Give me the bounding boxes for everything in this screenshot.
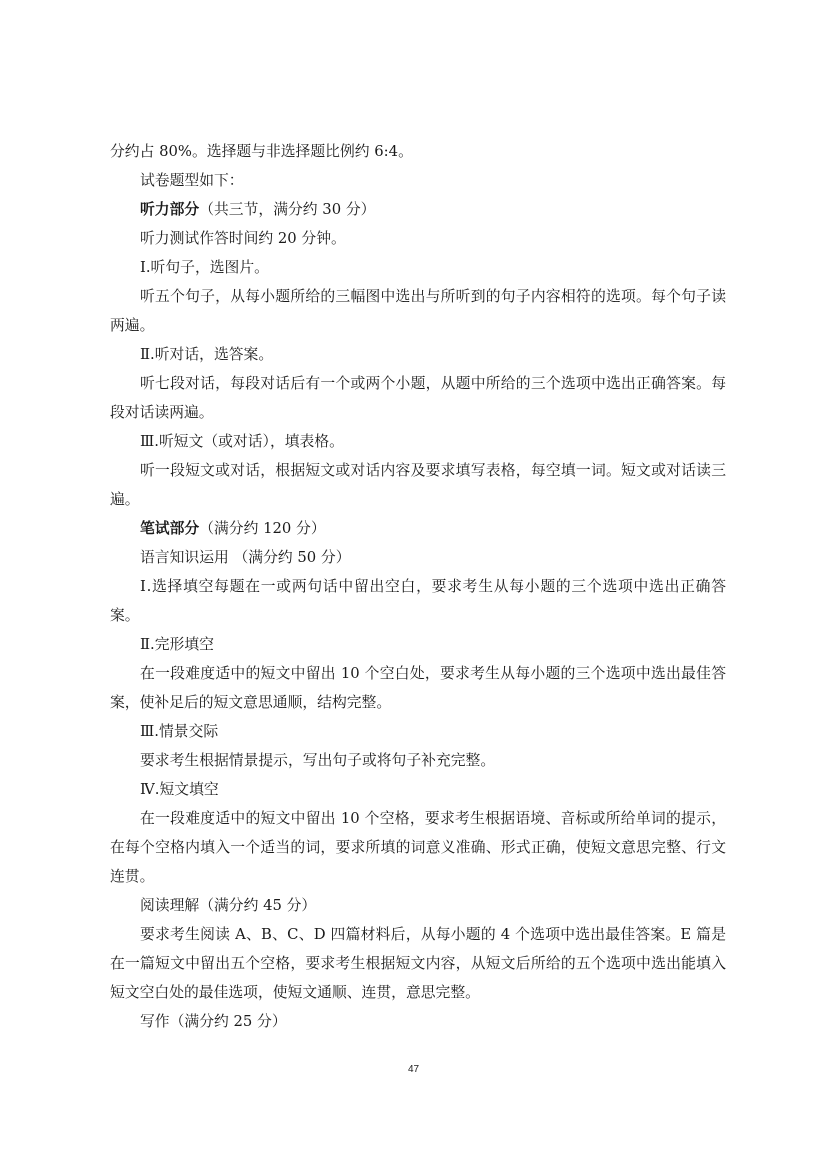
section-heading: 听力部分 xyxy=(140,201,200,218)
paragraph-text: Ⅰ.听句子，选图片。 xyxy=(140,259,269,276)
paragraph-text: 在一段难度适中的短文中留出 10 个空格，要求考生根据语境、音标或所给单词的提示，在每个空格内填入一个适当的词，要求所填的词意义准确、形式正确，使短文意思完整、行文连贯。 xyxy=(110,810,726,885)
paragraph xyxy=(110,195,726,224)
paragraph xyxy=(110,717,726,746)
paragraph xyxy=(110,224,726,253)
paragraph-text: Ⅲ.听短文（或对话），填表格。 xyxy=(140,433,344,450)
paragraph xyxy=(110,340,726,369)
paragraph xyxy=(110,659,726,717)
paragraph-text: 听七段对话，每段对话后有一个或两个小题，从题中所给的三个选项中选出正确答案。每段对话读两遍。 xyxy=(110,375,726,421)
paragraph-text: 试卷题型如下： xyxy=(140,172,244,189)
paragraph-text: 听一段短文或对话，根据短文或对话内容及要求填写表格，每空填一词。短文或对话读三遍。 xyxy=(110,462,726,508)
paragraph xyxy=(110,456,726,514)
paragraph-text: （满分约 120 分） xyxy=(199,520,326,537)
paragraph xyxy=(110,1007,726,1036)
paragraph-text: Ⅲ.情景交际 xyxy=(140,723,219,740)
paragraph-text: Ⅱ.完形填空 xyxy=(140,636,214,653)
paragraph-text: （共三节，满分约 30 分） xyxy=(199,201,376,218)
paragraph-text: 阅读理解（满分约 45 分） xyxy=(140,897,317,914)
paragraph-text: 听力测试作答时间约 20 分钟。 xyxy=(140,230,346,247)
paragraph xyxy=(110,920,726,1007)
paragraph xyxy=(110,775,726,804)
page-number: 47 xyxy=(407,1064,420,1075)
paragraph-text: 要求考生根据情景提示，写出句子或将句子补充完整。 xyxy=(140,752,496,769)
paragraph-text: 语言知识运用 （满分约 50 分） xyxy=(140,549,351,566)
paragraph-text: 写作（满分约 25 分） xyxy=(140,1013,287,1030)
paragraph xyxy=(110,427,726,456)
paragraph xyxy=(110,369,726,427)
paragraph xyxy=(110,137,726,166)
paragraph xyxy=(110,282,726,340)
paragraph xyxy=(110,746,726,775)
body-text xyxy=(110,137,726,1036)
paragraph-text: Ⅰ.选择填空每题在一或两句话中留出空白，要求考生从每小题的三个选项中选出正确答案。 xyxy=(110,578,726,624)
paragraph xyxy=(110,514,726,543)
paragraph xyxy=(110,891,726,920)
paragraph-text: 听五个句子，从每小题所给的三幅图中选出与所听到的句子内容相符的选项。每个句子读两遍。 xyxy=(110,288,726,334)
paragraph xyxy=(110,804,726,891)
paragraph xyxy=(110,166,726,195)
paragraph-text: Ⅱ.听对话，选答案。 xyxy=(140,346,274,363)
paragraph xyxy=(110,543,726,572)
paragraph-text: 分约占 80%。选择题与非选择题比例约 6:4。 xyxy=(110,143,413,160)
paragraph-text: 要求考生阅读 A、B、C、D 四篇材料后，从每小题的 4 个选项中选出最佳答案。E 篇是在一篇短文中留出五个空格，要求考生根据短文内容，从短文后所给的五个选项中选出能填入短文空白处的最佳选项，使短文通顺、连贯，意思完整。 xyxy=(110,926,726,1001)
paragraph xyxy=(110,253,726,282)
paragraph xyxy=(110,572,726,630)
section-heading: 笔试部分 xyxy=(140,520,200,537)
paragraph-text: Ⅳ.短文填空 xyxy=(140,781,219,798)
paragraph xyxy=(110,630,726,659)
paragraph-text: 在一段难度适中的短文中留出 10 个空白处，要求考生从每小题的三个选项中选出最佳答案，使补足后的短文意思通顺，结构完整。 xyxy=(110,665,726,711)
